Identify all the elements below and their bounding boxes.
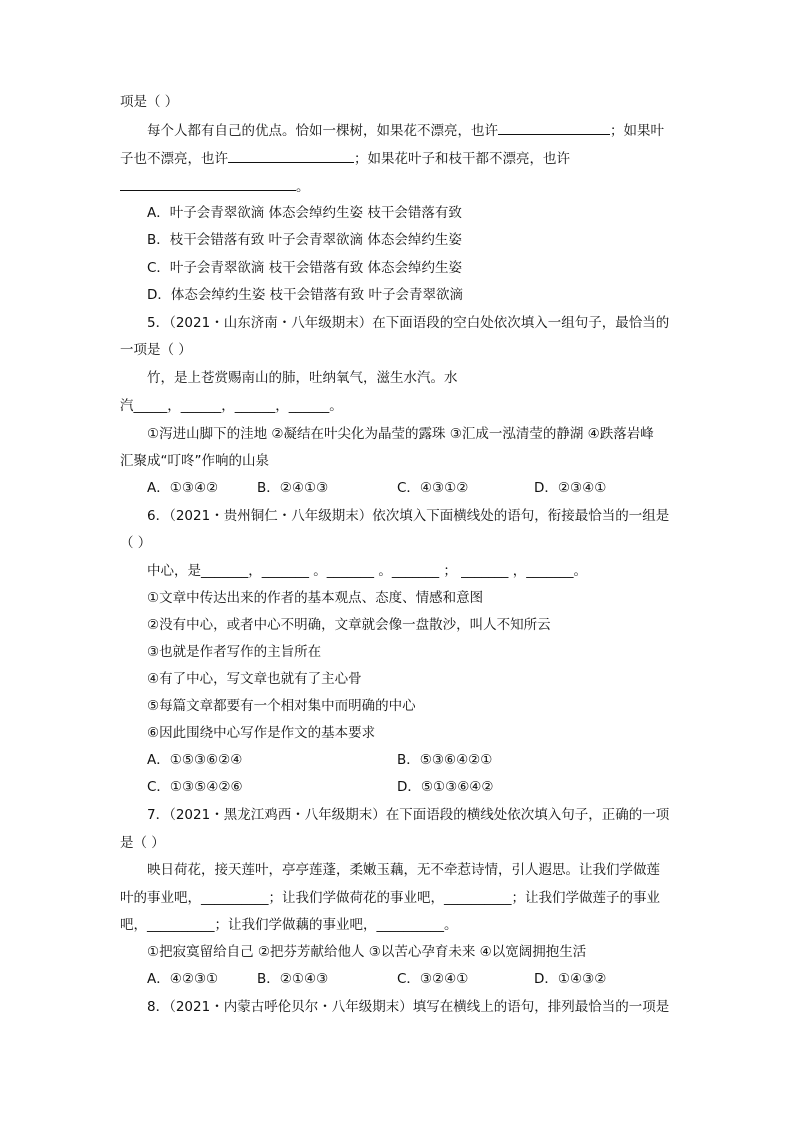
passage-line: 中心，是_______，_______ 。_______ 。_______ ； _______ ，_______。 <box>147 563 587 579</box>
question-5-stem-cont: 一项是（ ） <box>120 342 192 358</box>
passage-text: 子也不漂亮，也许 <box>120 151 228 167</box>
sentence-choices-cont: 汇聚成“叮咚”作响的山泉 <box>120 453 269 469</box>
passage-text: ；如果叶 <box>610 123 664 139</box>
passage-line: 汽_____，______，______，______。 <box>120 398 343 414</box>
question-8-stem: 8．（2021・内蒙古呼伦贝尔・八年级期末）填写在横线上的语句，排列最恰当的一项是 <box>147 999 670 1015</box>
option-c: C．③②④① <box>397 971 469 987</box>
option-c: C．叶子会青翠欲滴 枝干会错落有致 体态会绰约生姿 <box>147 260 463 276</box>
question-5-stem: 5．（2021・山东济南・八年级期末）在下面语段的空白处依次填入一组句子，最恰当的 <box>147 315 670 331</box>
passage-line <box>120 176 310 197</box>
option-c: C．④③①② <box>397 480 469 496</box>
option-a: A．④②③① <box>147 971 219 987</box>
option-a: A．①③④② <box>147 480 219 496</box>
passage-line <box>120 148 570 169</box>
passage-line: 映日荷花，接天莲叶，亭亭莲蓬，柔嫩玉藕，无不牵惹诗情，引人遐思。让我们学做莲 <box>147 862 660 878</box>
sentence-choice: ①文章中传达出来的作者的基本观点、态度、情感和意图 <box>147 590 484 606</box>
option-b: B．②④①③ <box>257 480 329 496</box>
answer-blank <box>498 120 610 135</box>
option-a: A．①⑤③⑥②④ <box>147 752 243 768</box>
passage-line: 吧，__________；让我们学做藕的事业吧，__________。 <box>120 917 458 933</box>
sentence-choices: ①把寂寞留给自己 ②把芬芳献给他人 ③以苦心孕育未来 ④以宽阔拥抱生活 <box>147 944 587 960</box>
passage-text: ；如果花叶子和枝干都不漂亮，也许 <box>354 151 570 167</box>
option-a: A．叶子会青翠欲滴 体态会绰约生姿 枝干会错落有致 <box>147 205 462 221</box>
passage-line: 竹，是上苍赏赐南山的肺，吐纳氧气，滋生水汽。水 <box>147 370 458 386</box>
sentence-choice: ⑥因此围绕中心写作是作文的基本要求 <box>147 725 376 741</box>
option-d: D．②③④① <box>534 480 607 496</box>
question-6-stem-cont: （ ） <box>120 535 152 551</box>
question-7-stem-cont: 是（ ） <box>120 835 165 851</box>
option-b: B．②①④③ <box>257 971 329 987</box>
option-c: C．①③⑤④②⑥ <box>147 779 243 795</box>
passage-line: 叶的事业吧，__________；让我们学做荷花的事业吧，__________；让我们学做莲子的事业 <box>120 890 660 906</box>
option-d: D．①④③② <box>534 971 607 987</box>
option-d: D．体态会绰约生姿 枝干会错落有致 叶子会青翠欲滴 <box>147 287 463 303</box>
sentence-choice: ③也就是作者写作的主旨所在 <box>147 644 322 660</box>
sentence-choice: ②没有中心，或者中心不明确，文章就会像一盘散沙，叫人不知所云 <box>147 617 551 633</box>
option-b: B．枝干会错落有致 叶子会青翠欲滴 体态会绰约生姿 <box>147 232 462 248</box>
sentence-choice: ④有了中心，写文章也就有了主心骨 <box>147 671 362 687</box>
question-6-stem: 6．（2021・贵州铜仁・八年级期末）依次填入下面横线处的语句，衔接最恰当的一组是 <box>147 508 670 524</box>
sentence-choice: ⑤每篇文章都要有一个相对集中而明确的中心 <box>147 698 416 714</box>
option-b: B．⑤③⑥④②① <box>397 752 493 768</box>
answer-blank <box>120 176 296 191</box>
answer-blank <box>228 148 354 163</box>
passage-text: 每个人都有自己的优点。恰如一棵树，如果花不漂亮，也许 <box>147 123 498 139</box>
sentence-choices: ①泻进山脚下的洼地 ②凝结在叶尖化为晶莹的露珠 ③汇成一泓清莹的静湖 ④跌落岩峰 <box>147 426 654 442</box>
option-d: D．⑤①③⑥④② <box>397 779 494 795</box>
question-stem-continuation: 项是（ ） <box>120 94 179 110</box>
passage-line <box>147 120 664 141</box>
passage-text: 。 <box>296 179 310 195</box>
question-7-stem: 7．（2021・黑龙江鸡西・八年级期末）在下面语段的横线处依次填入句子，正确的一项 <box>147 807 670 823</box>
